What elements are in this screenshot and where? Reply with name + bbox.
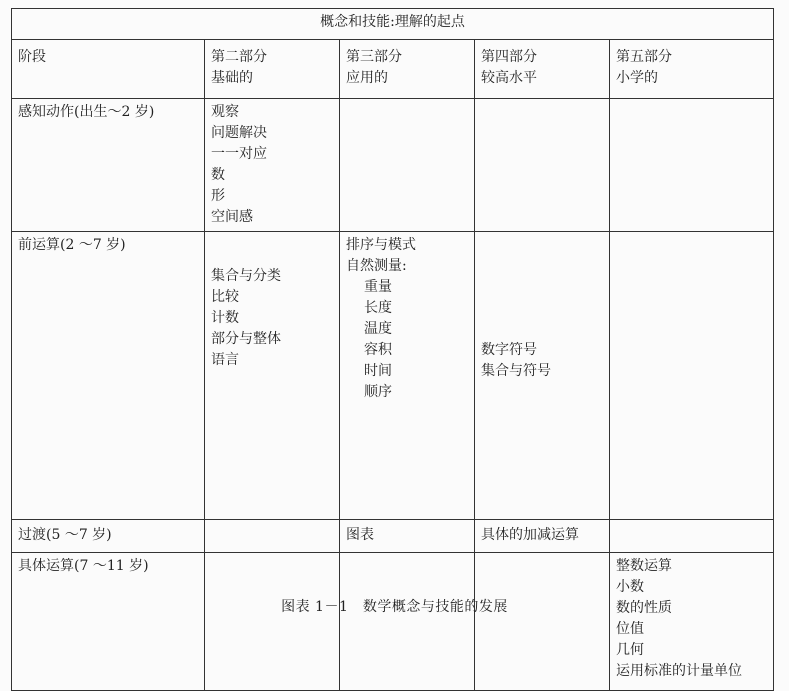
part4-cell: 数字符号 集合与符号 xyxy=(475,232,610,520)
part5-cell xyxy=(610,520,774,553)
table-row xyxy=(12,99,774,232)
header-part3: 第三部分 应用的 xyxy=(340,40,475,99)
table-row xyxy=(12,232,774,520)
part3-cell xyxy=(340,553,475,691)
header-row xyxy=(12,40,774,99)
header-stage: 阶段 xyxy=(12,40,205,99)
part3-cell: 排序与模式 自然测量: 重量 长度 温度 容积 时间 顺序 xyxy=(340,232,475,520)
part2-cell xyxy=(205,520,340,553)
part5-cell xyxy=(610,99,774,232)
part4-cell xyxy=(475,553,610,691)
part4-cell: 具体的加减运算 xyxy=(475,520,610,553)
figure-caption: 图表 1－1 数学概念与技能的发展 xyxy=(281,599,508,615)
part3-cell: 图表 xyxy=(340,520,475,553)
part2-cell: 集合与分类 比较 计数 部分与整体 语言 xyxy=(205,232,340,520)
stage-cell: 前运算(2 ～7 岁) xyxy=(12,232,205,520)
stage-cell: 具体运算(7 ～11 岁) xyxy=(12,553,205,691)
header-part4: 第四部分 较高水平 xyxy=(475,40,610,99)
table-title: 概念和技能:理解的起点 xyxy=(12,9,774,40)
concepts-table xyxy=(11,8,774,691)
part5-cell xyxy=(610,232,774,520)
stage-cell: 过渡(5 ～7 岁) xyxy=(12,520,205,553)
stage-cell: 感知动作(出生～2 岁) xyxy=(12,99,205,232)
table-row xyxy=(12,553,774,691)
header-part2: 第二部分 基础的 xyxy=(205,40,340,99)
part2-cell xyxy=(205,553,340,691)
part2-cell: 观察 问题解决 一一对应 数 形 空间感 xyxy=(205,99,340,232)
part5-cell: 整数运算 小数 数的性质 位值 几何 运用标准的计量单位 xyxy=(610,553,774,691)
table-row xyxy=(12,520,774,553)
part3-cell xyxy=(340,99,475,232)
part4-cell xyxy=(475,99,610,232)
header-part5: 第五部分 小学的 xyxy=(610,40,774,99)
